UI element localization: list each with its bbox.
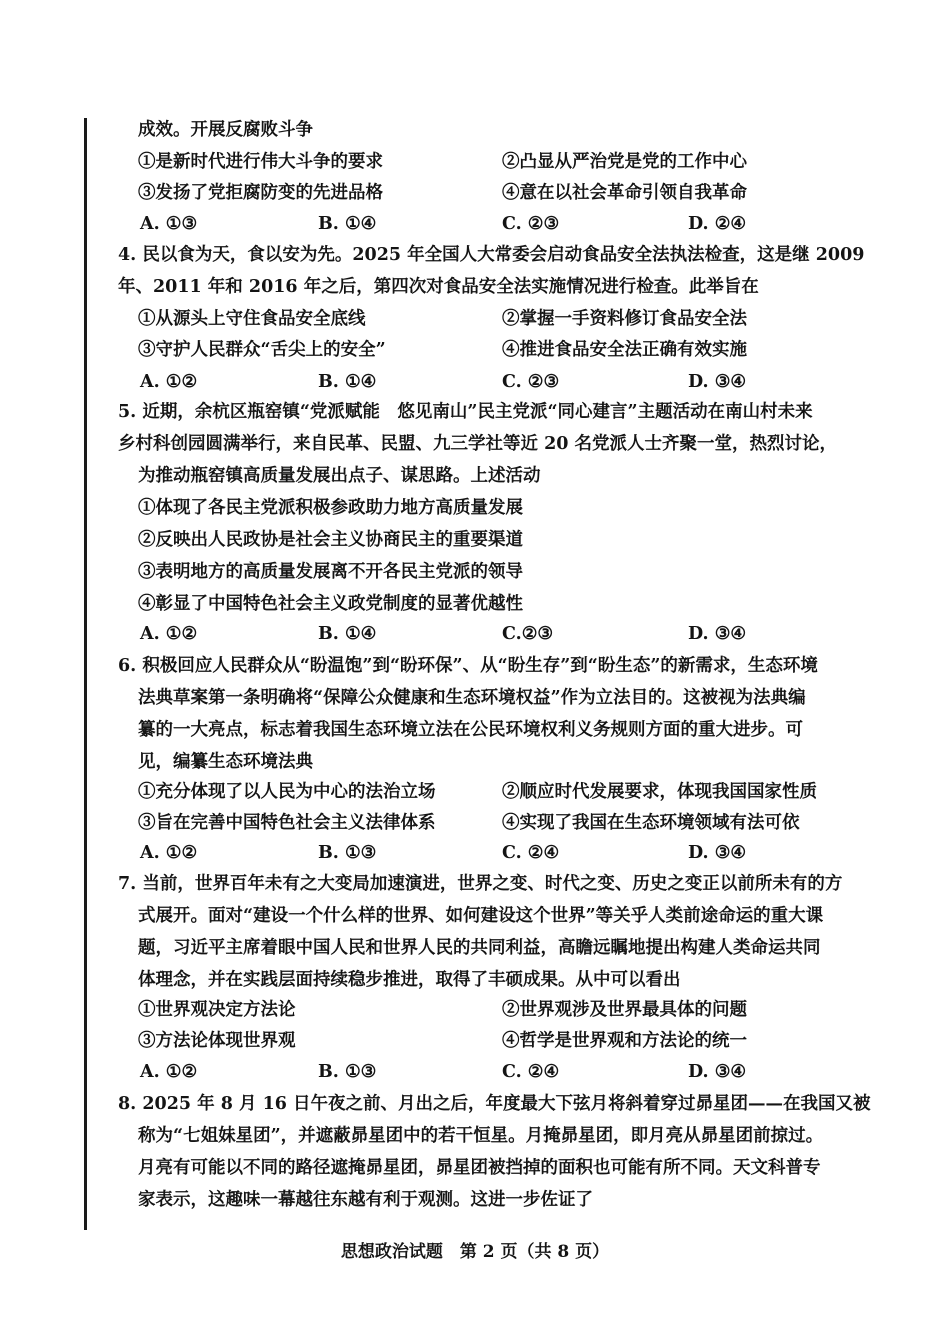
q7-option-4: ④哲学是世界观和方法论的统一 [502, 1031, 747, 1051]
q7-stem-line-3: 题，习近平主席着眼中国人民和世界人民的共同利益，高瞻远瞩地提出构建人类命运共同 [138, 938, 821, 958]
q7-choice-c: C. ②④ [502, 1062, 560, 1082]
q4-choice-b: B. ①④ [318, 372, 377, 392]
q6-choice-c: C. ②④ [502, 843, 560, 863]
q4-option-2: ②掌握一手资料修订食品安全法 [502, 309, 747, 329]
q8-stem-line-4: 家表示，这趣味一幕越往东越有利于观测。这进一步佐证了 [138, 1190, 593, 1210]
q3-option-1: ①是新时代进行伟大斗争的要求 [138, 152, 383, 172]
q3-stem-tail: 成效。开展反腐败斗争 [138, 120, 313, 140]
q6-choice-a: A. ①② [140, 843, 198, 863]
page-footer: 思想政治试题 第 2 页（共 8 页） [340, 1242, 610, 1262]
q8-stem-line-3: 月亮有可能以不同的路径遮掩昴星团，昴星团被挡掉的面积也可能有所不同。天文科普专 [138, 1158, 821, 1178]
q5-choice-b: B. ①④ [318, 624, 377, 644]
q4-option-4: ④推进食品安全法正确有效实施 [502, 340, 747, 360]
q6-stem-line-3: 纂的一大亮点，标志着我国生态环境立法在公民环境权利义务规则方面的重大进步。可 [138, 720, 803, 740]
q4-stem-line-1: 4. 民以食为天，食以安为先。2025 年全国人大常委会启动食品安全法执法检查，这是继 2009 [118, 245, 865, 265]
q5-option-3: ③表明地方的高质量发展离不开各民主党派的领导 [138, 562, 523, 582]
q7-stem-line-1: 7. 当前，世界百年未有之大变局加速演进，世界之变、时代之变、历史之变正以前所未有的方 [118, 874, 843, 894]
q8-stem-line-2: 称为“七姐妹星团”，并遮蔽昴星团中的若干恒星。月掩昴星团，即月亮从昴星团前掠过。 [138, 1126, 824, 1146]
q4-option-1: ①从源头上守住食品安全底线 [138, 309, 366, 329]
q7-choice-a: A. ①② [140, 1062, 198, 1082]
q6-option-2: ②顺应时代发展要求，体现我国国家性质 [502, 782, 817, 802]
q5-option-2: ②反映出人民政协是社会主义协商民主的重要渠道 [138, 530, 523, 550]
q8-stem-line-1: 8. 2025 年 8 月 16 日午夜之前、月出之后，年度最大下弦月将斜着穿过昴星团——在我国又被 [118, 1094, 871, 1114]
q6-stem-line-1: 6. 积极回应人民群众从“盼温饱”到“盼环保”、从“盼生存”到“盼生态”的新需求，生态环境 [118, 656, 818, 676]
q3-choice-b: B. ①④ [318, 214, 377, 234]
q3-choice-a: A. ①③ [140, 214, 198, 234]
q7-option-3: ③方法论体现世界观 [138, 1031, 296, 1051]
q7-choice-b: B. ①③ [318, 1062, 377, 1082]
q4-choice-d: D. ③④ [688, 372, 747, 392]
q7-option-2: ②世界观涉及世界最具体的问题 [502, 1000, 747, 1020]
q4-option-3: ③守护人民群众“舌尖上的安全” [138, 340, 386, 360]
q5-option-1: ①体现了各民主党派积极参政助力地方高质量发展 [138, 498, 523, 518]
q6-choice-b: B. ①③ [318, 843, 377, 863]
q6-stem-line-2: 法典草案第一条明确将“保障公众健康和生态环境权益”作为立法目的。这被视为法典编 [138, 688, 806, 708]
q5-stem-line-2: 乡村科创园圆满举行，来自民革、民盟、九三学社等近 20 名党派人士齐聚一堂，热烈讨论， [118, 434, 838, 454]
q7-option-1: ①世界观决定方法论 [138, 1000, 296, 1020]
q4-choice-a: A. ①② [140, 372, 198, 392]
q6-option-3: ③旨在完善中国特色社会主义法律体系 [138, 813, 436, 833]
q5-choice-a: A. ①② [140, 624, 198, 644]
q5-stem-line-1: 5. 近期，余杭区瓶窑镇“党派赋能 悠见南山”民主党派“同心建言”主题活动在南山村未来 [118, 402, 813, 422]
q4-choice-c: C. ②③ [502, 372, 560, 392]
q3-choice-c: C. ②③ [502, 214, 560, 234]
q6-choice-d: D. ③④ [688, 843, 747, 863]
q6-stem-line-4: 见，编纂生态环境法典 [138, 752, 313, 772]
q7-stem-line-4: 体理念，并在实践层面持续稳步推进，取得了丰硕成果。从中可以看出 [138, 970, 681, 990]
q5-choice-c: C.②③ [502, 624, 554, 644]
q7-stem-line-2: 式展开。面对“建设一个什么样的世界、如何建设这个世界”等关乎人类前途命运的重大课 [138, 906, 824, 926]
q7-choice-d: D. ③④ [688, 1062, 747, 1082]
binding-margin-line [84, 118, 87, 1230]
q5-option-4: ④彰显了中国特色社会主义政党制度的显著优越性 [138, 594, 523, 614]
q3-option-2: ②凸显从严治党是党的工作中心 [502, 152, 747, 172]
q6-option-1: ①充分体现了以人民为中心的法治立场 [138, 782, 436, 802]
q3-option-4: ④意在以社会革命引领自我革命 [502, 183, 747, 203]
q6-option-4: ④实现了我国在生态环境领域有法可依 [502, 813, 800, 833]
q5-choice-d: D. ③④ [688, 624, 747, 644]
q4-stem-line-2: 年、2011 年和 2016 年之后，第四次对食品安全法实施情况进行检查。此举旨在 [118, 277, 759, 297]
q5-stem-line-3: 为推动瓶窑镇高质量发展出点子、谋思路。上述活动 [138, 466, 541, 486]
q3-choice-d: D. ②④ [688, 214, 747, 234]
q3-option-3: ③发扬了党拒腐防变的先进品格 [138, 183, 383, 203]
